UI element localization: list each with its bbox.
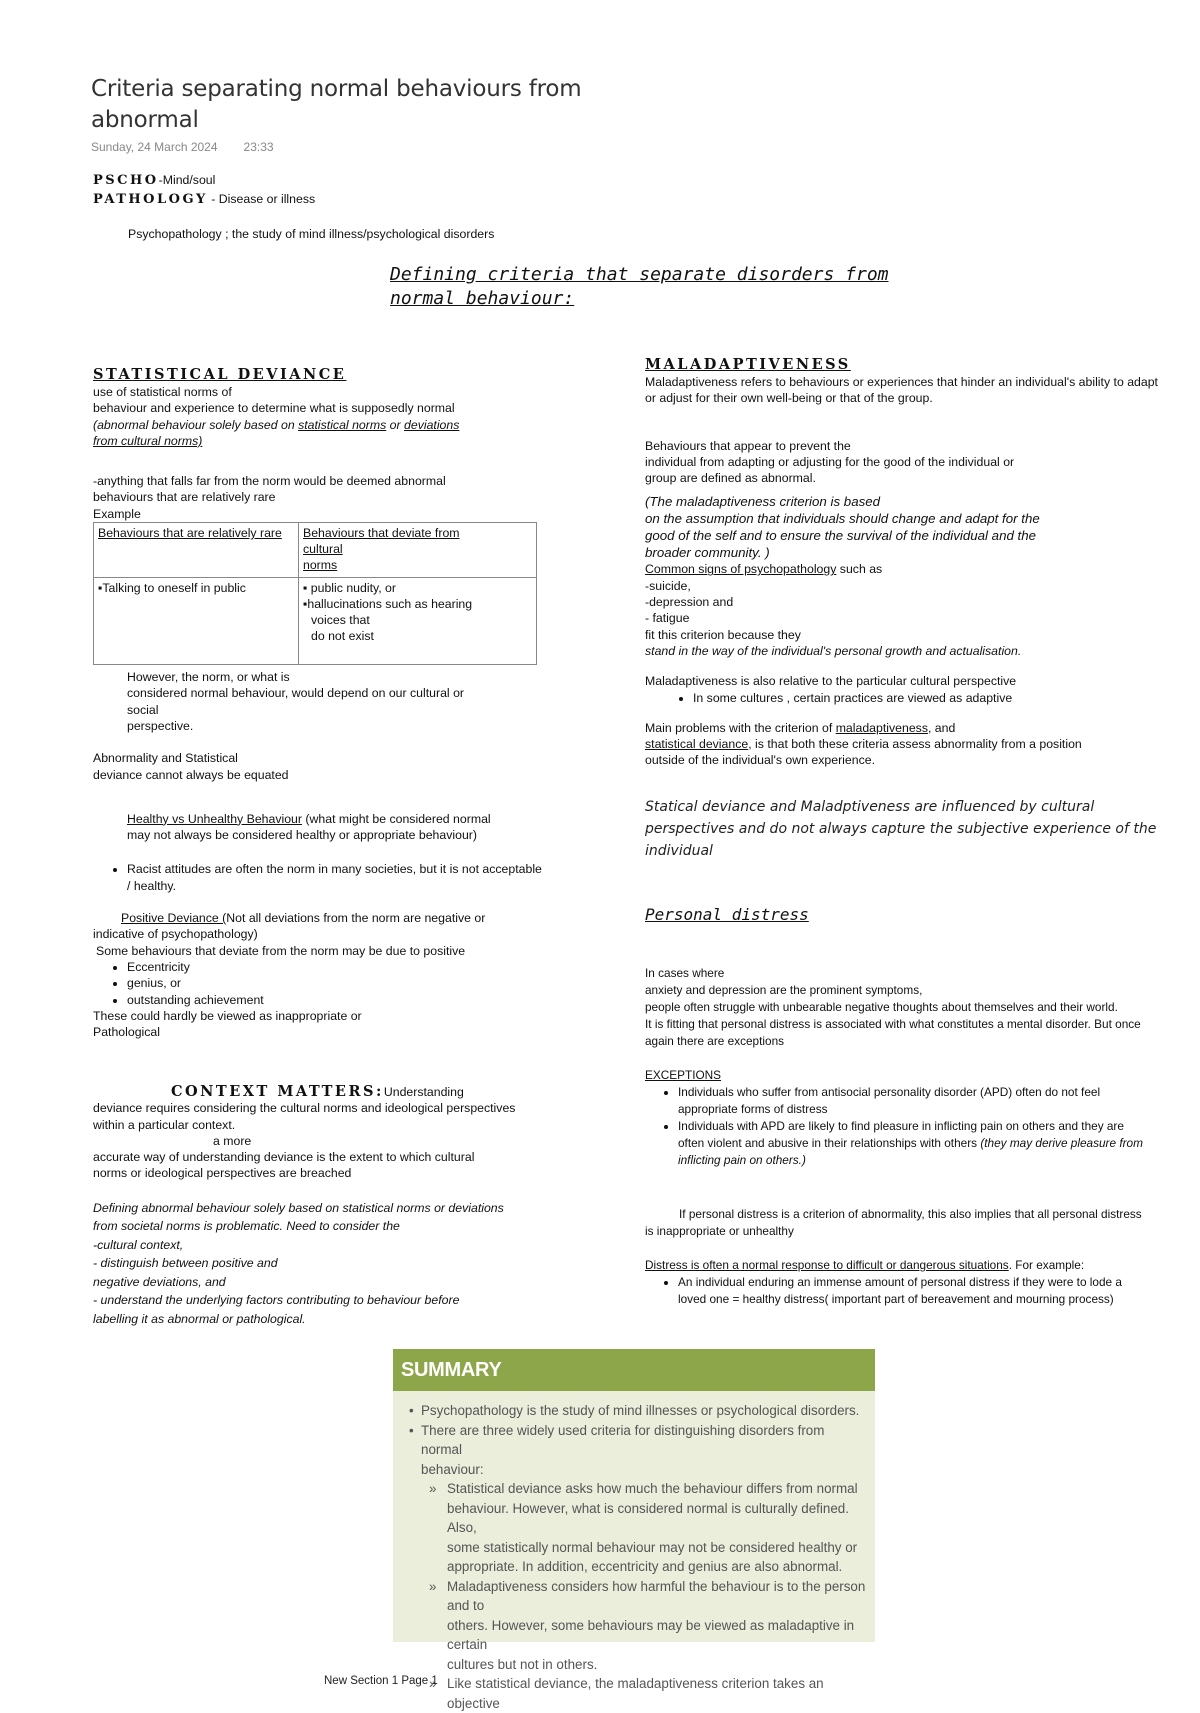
summary-line: appropriate. In addition, eccentricity and genius are also abnormal. — [447, 1559, 843, 1574]
signs-rest: such as — [836, 562, 883, 577]
exception-line: often violent and abusive in their relationships with others — [678, 1136, 981, 1150]
list-item — [678, 1084, 1195, 1118]
summary-line: behaviour. However, what is considered normal is culturally defined. Also, — [447, 1500, 849, 1535]
list-item: • In some cultures , certain practices are viewed as adaptive — [693, 690, 1195, 706]
distress-text — [645, 965, 1195, 1050]
table-header-rare: Behaviours that are relatively rare — [94, 523, 299, 578]
problems-line: outside of the individual's own experience. — [645, 753, 875, 768]
positive-after-line: These could hardly be viewed as inappropriate or — [93, 1008, 362, 1023]
page-date: Sunday, 24 March 2024 — [91, 140, 218, 154]
pathology-def: - Disease or illness — [211, 192, 316, 206]
rare-line: behaviours that are relatively rare — [93, 490, 276, 505]
main-heading-line-1: Defining criteria that separate disorders from — [390, 264, 889, 285]
context-heading: CONTEXT MATTERS: — [171, 1083, 384, 1100]
prevent-text — [645, 438, 1195, 487]
influence-italic — [645, 796, 1195, 862]
positive-heading: Positive Deviance ( — [121, 911, 227, 926]
exception-line: Individuals with APD are likely to find pleasure in inflicting pain on others and they are — [678, 1119, 1124, 1133]
normal-item-line: loved one = healthy distress( important part of bereavement and mourning process) — [678, 1292, 1114, 1306]
racist-line: / healthy. — [127, 878, 176, 893]
positive-rest: Not all deviations from the norm are negative or — [226, 911, 486, 926]
distress-section — [645, 905, 1195, 1308]
criterion-text — [645, 1206, 1195, 1240]
context-italic-line: -cultural context, — [93, 1237, 184, 1252]
maladaptiveness-section — [645, 356, 1195, 862]
prevent-line: individual from adapting or adjusting for the good of the individual or — [645, 454, 1015, 469]
list-item: • genius, or — [127, 975, 573, 991]
statistical-section — [93, 366, 573, 1040]
italic-line: on the assumption that individuals should change and adapt for the — [645, 511, 1040, 527]
header-line: norms — [303, 558, 338, 573]
context-italic-line: Defining abnormal behaviour solely based on statistical norms or deviations — [93, 1200, 504, 1215]
main-heading — [390, 263, 889, 311]
statistical-heading: STATISTICAL DEVIANCE — [93, 366, 347, 383]
table-item-text: voices that — [311, 613, 370, 628]
normal-line — [645, 1257, 1195, 1274]
normal-list — [645, 1274, 1195, 1308]
exceptions-label: EXCEPTIONS — [645, 1068, 722, 1082]
summary-line: Statistical deviance asks how much the behaviour differs from normal — [447, 1481, 858, 1496]
distress-line: In cases where — [645, 966, 725, 980]
context-line: deviance requires considering the cultural norms and ideological perspectives — [93, 1101, 516, 1116]
list-item — [127, 861, 573, 894]
context-text: Understanding — [383, 1085, 464, 1099]
distress-line: It is fitting that personal distress is associated with what constitutes a mental disorder. But once — [645, 1017, 1141, 1031]
distress-line: again there are exceptions — [645, 1034, 785, 1048]
problems-line — [645, 720, 1195, 736]
statistical-norms-link: statistical norms — [298, 417, 387, 432]
rare-line: Example — [93, 506, 141, 521]
positive-line: indicative of psychopathology) — [93, 927, 258, 942]
pathology-definition — [93, 191, 315, 208]
fit-italic: stand in the way of the individual's personal growth and actualisation. — [645, 643, 1022, 658]
pathology-word: PATHOLOGY — [93, 192, 208, 207]
fit-line: fit this criterion because they — [645, 627, 801, 642]
context-italic-line: - understand the underlying factors contributing to behaviour before — [93, 1293, 460, 1308]
influence-line: Statical deviance and Maladptiveness are influenced by cultural — [645, 798, 1095, 815]
prevent-line: group are defined as abnormal. — [645, 471, 816, 486]
context-line: norms or ideological perspectives are breached — [93, 1166, 352, 1181]
summary-subbullet — [401, 1577, 867, 1675]
however-line: considered normal behaviour, would depend on our cultural or — [127, 686, 465, 701]
header-line: Behaviours that deviate from — [303, 526, 460, 541]
rare-line: -anything that falls far from the norm would be deemed abnormal — [93, 474, 446, 489]
table-item-text: hallucinations such as hearing — [307, 597, 473, 612]
context-line: a more — [213, 1133, 252, 1148]
normal-rest: . For example: — [1008, 1258, 1085, 1272]
context-italic-line: - distinguish between positive and — [93, 1256, 278, 1271]
relative-text — [645, 673, 1195, 689]
maladaptiveness-heading: MALADAPTIVENESS — [645, 356, 851, 373]
signs-line — [645, 561, 1195, 577]
summary-heading: SUMMARY — [393, 1349, 875, 1391]
problems-part: Main problems with the criterion of — [645, 720, 836, 735]
healthy-line — [127, 811, 573, 827]
statistical-italic-line — [93, 417, 573, 433]
context-line: within a particular context. — [93, 1117, 236, 1132]
def-line: Maladaptiveness refers to behaviours or experiences that hinder an individual's ability to adapt — [645, 375, 1158, 389]
relative-line: Maladaptiveness is also relative to the particular cultural perspective — [645, 674, 1017, 689]
summary-line: Maladaptiveness considers how harmful the behaviour is to the person and to — [447, 1578, 866, 1613]
statistical-line: use of statistical norms of — [93, 385, 232, 399]
italic-line: broader community. ) — [645, 545, 770, 561]
psycho-def: -Mind/soul — [158, 173, 216, 187]
healthy-text — [127, 811, 573, 844]
problems-part: , is that both these criteria assess abnormality from a position — [748, 737, 1082, 752]
exception-line: Individuals who suffer from antisocial personality disorder (APD) often do not feel — [678, 1085, 1101, 1099]
positive-list — [93, 959, 573, 1008]
distress-line: anxiety and depression are the prominent symptoms, — [645, 983, 923, 997]
psycho-word: PSCHO — [93, 173, 159, 188]
psychopathology-definition: Psychopathology ; the study of mind illness/psychological disorders — [128, 227, 495, 241]
influence-line: perspectives and do not always capture the subjective experience of the — [645, 820, 1157, 837]
statistical-italic-line: from cultural norms) — [93, 433, 203, 448]
criterion-line: If personal distress is a criterion of abnormality, this also implies that all personal distress — [679, 1207, 1142, 1221]
problems-maladaptiveness: maladaptiveness — [835, 720, 928, 735]
distress-line: people often struggle with unbearable negative thoughts about themselves and their world. — [645, 1000, 1118, 1014]
however-line: perspective. — [127, 718, 194, 733]
page-datetime — [91, 140, 274, 154]
however-line: However, the norm, or what is — [127, 670, 290, 685]
abnormality-line: deviance cannot always be equated — [93, 767, 289, 782]
normal-item-line: An individual enduring an immense amount of personal distress if they were to lode a — [678, 1275, 1122, 1289]
signs-text — [645, 561, 1195, 659]
positive-text — [93, 910, 573, 959]
context-italic-line: from societal norms is problematic. Need to consider the — [93, 1219, 400, 1234]
positive-line — [93, 910, 573, 926]
problems-line — [645, 736, 1195, 752]
maladaptiveness-def — [645, 374, 1195, 407]
statistical-line: behaviour and experience to determine what is supposedly normal — [93, 401, 455, 416]
racist-line: Racist attitudes are often the norm in many societies, but it is not acceptable — [127, 862, 542, 877]
healthy-rest: (what might be considered normal — [302, 811, 491, 826]
list-item — [678, 1118, 1195, 1169]
influence-line: individual — [645, 842, 713, 859]
context-italic-line: labelling it as abnormal or pathological. — [93, 1311, 306, 1326]
healthy-line: may not always be considered healthy or appropriate behaviour) — [127, 828, 477, 843]
problems-part: , and — [927, 720, 956, 735]
list-item — [678, 1274, 1195, 1308]
page-footer: New Section 1 Page 1 — [324, 1675, 438, 1687]
italic-part: or — [386, 417, 405, 432]
problems-statistical: statistical deviance — [645, 737, 749, 752]
title-line-2: abnormal — [91, 107, 199, 133]
summary-line: behaviour: — [421, 1461, 484, 1477]
abnormality-text — [93, 750, 573, 783]
italic-part: (abnormal behaviour solely based on — [93, 417, 299, 432]
deviations-link: deviations — [404, 417, 460, 432]
racist-list — [93, 861, 573, 894]
summary-line: cultures but not in others. — [447, 1656, 598, 1672]
positive-after-line: Pathological — [93, 1025, 160, 1040]
problems-text — [645, 720, 1195, 769]
table-item: ▪hallucinations such as hearing — [303, 597, 473, 612]
table-item-text: do not exist — [311, 629, 374, 644]
maladaptiveness-italic — [645, 493, 1195, 561]
summary-line: others. However, some behaviours may be viewed as maladaptive in certain — [447, 1617, 855, 1652]
normal-text — [645, 1257, 1195, 1274]
summary-subbullet — [401, 1479, 867, 1577]
signs-item: - fatigue — [645, 611, 690, 626]
table-row — [94, 578, 537, 665]
positive-line: Some behaviours that deviate from the norm may be due to positive — [96, 943, 466, 958]
italic-line: (The maladaptiveness criterion is based — [645, 494, 881, 510]
table-cell-rare: ▪Talking to oneself in public — [94, 578, 299, 665]
signs-heading: Common signs of psychopathology — [645, 562, 837, 577]
abnormality-line: Abnormality and Statistical — [93, 751, 238, 766]
main-heading-line-2: normal behaviour: — [390, 288, 575, 309]
table-item-text: public nudity, or — [310, 581, 396, 596]
table-header-row — [94, 523, 537, 578]
page-time: 23:33 — [243, 140, 274, 154]
title-line-1: Criteria separating normal behaviours from — [91, 76, 582, 102]
example-table — [93, 522, 537, 665]
summary-line: There are three widely used criteria for distinguishing disorders from normal — [421, 1422, 825, 1457]
list-item: • outstanding achievement — [127, 992, 573, 1008]
criterion-line: is inappropriate or unhealthy — [645, 1224, 794, 1238]
context-italic — [93, 1199, 573, 1329]
signs-item: -suicide, — [645, 578, 691, 593]
statistical-text — [93, 384, 573, 449]
list-item: • Eccentricity — [127, 959, 573, 975]
context-italic-line: negative deviations, and — [93, 1274, 226, 1289]
def-line: or adjust for their own well-being or that of the group. — [645, 391, 933, 406]
healthy-heading: Healthy vs Unhealthy Behaviour — [127, 811, 302, 826]
context-line: accurate way of understanding deviance is the extent to which cultural — [93, 1150, 475, 1165]
normal-heading: Distress is often a normal response to difficult or dangerous situations — [645, 1258, 1009, 1272]
table-item: Talking to oneself in public — [102, 581, 246, 596]
summary-bullet — [401, 1421, 867, 1480]
summary-image — [393, 1349, 875, 1711]
summary-bullet: • Psychopathology is the study of mind illnesses or psychological disorders. — [401, 1401, 867, 1421]
positive-after — [93, 1008, 573, 1041]
psycho-definition — [93, 172, 215, 189]
page-title — [91, 74, 581, 136]
rare-text — [93, 473, 573, 522]
context-section — [93, 1084, 573, 1328]
exception-line: appropriate forms of distress — [678, 1102, 828, 1116]
italic-line: good of the self and to ensure the survival of the individual and the — [645, 528, 1037, 544]
table-item: ▪ public nudity, or — [303, 581, 396, 596]
however-line: social — [127, 702, 159, 717]
table-header-deviate — [299, 523, 537, 578]
summary-line: some statistically normal behaviour may not be considered healthy or — [447, 1539, 858, 1555]
however-text — [127, 669, 573, 734]
header-line: cultural — [303, 542, 343, 557]
signs-item: -depression and — [645, 595, 734, 610]
summary-subbullet: » Like statistical deviance, the maladaptiveness criterion takes an objective — [401, 1674, 867, 1713]
exceptions-list — [645, 1084, 1195, 1169]
exception-italic: inflicting pain on others.) — [678, 1153, 806, 1167]
exception-italic: (they may derive pleasure from — [980, 1136, 1143, 1150]
relative-list — [645, 690, 1195, 706]
prevent-line: Behaviours that appear to prevent the — [645, 438, 851, 453]
context-heading-line — [93, 1084, 573, 1100]
table-cell-deviate — [299, 578, 537, 665]
distress-heading: Personal distress — [645, 905, 809, 924]
summary-body — [393, 1391, 875, 1711]
